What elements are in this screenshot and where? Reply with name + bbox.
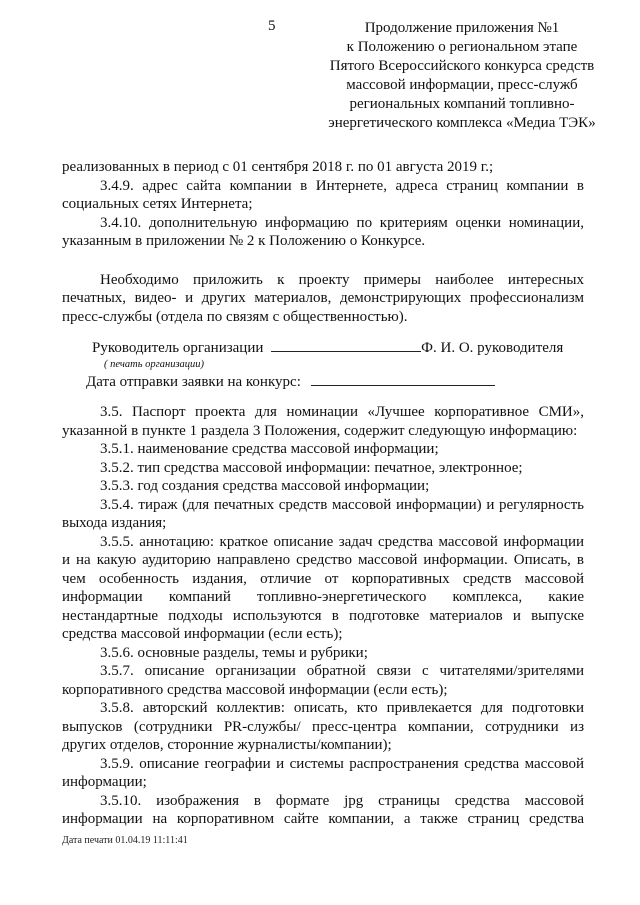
paragraph-3-5-8-cont: других отделов, сторонние журналисты/компании); bbox=[62, 737, 392, 753]
paragraph-3-5-8-cont: выпусков (сотрудники PR-службы/ пресс-центра компании, сотрудники из bbox=[62, 718, 584, 735]
paragraph-3-5-10: 3.5.10. изображения в формате jpg страницы средства массовой bbox=[100, 792, 584, 809]
paragraph-3-5-6: 3.5.6. основные разделы, темы и рубрики; bbox=[100, 644, 368, 661]
appendix-header bbox=[300, 19, 624, 133]
paragraph-3-5-4: 3.5.4. тираж (для печатных средств массовой информации) и регулярность bbox=[100, 496, 584, 513]
header-line: энергетического комплекса «Медиа ТЭК» bbox=[328, 115, 596, 131]
header-line: к Положению о региональном этапе bbox=[346, 39, 578, 55]
paragraph-3-5-3: 3.5.3. год создания средства массовой информации; bbox=[100, 478, 430, 494]
paragraph-3-5-5-cont: и на какую аудиторию направлено средство массовой информации. Описать, в bbox=[62, 552, 584, 568]
attachment-note: Необходимо приложить к проекту примеры наиболее интересных bbox=[100, 271, 584, 288]
signature-line bbox=[62, 338, 584, 358]
paragraph-3-5-8: 3.5.8. авторский коллектив: описать, кто привлекается для подготовки bbox=[100, 700, 584, 716]
print-date: Дата печати 01.04.19 11:11:41 bbox=[62, 835, 188, 846]
paragraph-3-4-10: 3.4.10. дополнительную информацию по критериям оценки номинации, bbox=[100, 214, 584, 231]
paragraph-3-5-2: 3.5.2. тип средства массовой информации: печатное, электронное; bbox=[100, 459, 523, 476]
paragraph-3-4-9-cont: социальных сетях Интернета; bbox=[62, 196, 253, 212]
send-date-label: Дата отправки заявки на конкурс: bbox=[86, 373, 301, 390]
header-line: региональных компаний топливно- bbox=[349, 96, 575, 112]
paragraph-period: реализованных в период с 01 сентября 2018 г. по 01 августа 2019 г.; bbox=[62, 159, 494, 175]
paragraph-3-5-10-cont: информации на корпоративном сайте компании, а также страниц средства bbox=[62, 811, 584, 827]
header-line: Пятого Всероссийского конкурса средств bbox=[329, 58, 595, 74]
paragraph-3-5-9-cont: информации; bbox=[62, 774, 147, 790]
signature-blank bbox=[271, 338, 421, 352]
paragraph-3-5-5: 3.5.5. аннотацию: краткое описание задач средства массовой информации bbox=[100, 533, 584, 550]
document-body bbox=[62, 158, 584, 829]
paragraph-3-5-5-cont: средства массовой информации (если есть); bbox=[62, 626, 343, 642]
paragraph-3-5-7-cont: корпоративного средства массовой информации (если есть); bbox=[62, 681, 448, 698]
attachment-note-cont: печатных, видео- и других материалов, демонстрирующих профессионализм bbox=[62, 290, 584, 306]
send-date-blank bbox=[311, 372, 495, 386]
paragraph-3-5: 3.5. Паспорт проекта для номинации «Лучшее корпоративное СМИ», bbox=[100, 404, 584, 420]
paragraph-3-5-4-cont: выхода издания; bbox=[62, 515, 167, 531]
paragraph-3-4-9: 3.4.9. адрес сайта компании в Интернете, адреса страниц компании в bbox=[100, 177, 584, 194]
paragraph-3-5-7: 3.5.7. описание организации обратной связи с читателями/зрителями bbox=[100, 663, 584, 679]
header-line: массовой информации, пресс-служб bbox=[346, 77, 578, 93]
signature-head-label: Руководитель организации bbox=[92, 340, 264, 356]
page-number: 5 bbox=[268, 18, 276, 34]
paragraph-3-5-1: 3.5.1. наименование средства массовой информации; bbox=[100, 441, 439, 457]
paragraph-3-5-5-cont: чем особенность издания, отличие от корпоративных средств массовой bbox=[62, 570, 584, 587]
attachment-note-cont: пресс-службы (отдела по связям с общественностью). bbox=[62, 308, 408, 325]
stamp-note: ( печать организации) bbox=[104, 358, 205, 370]
paragraph-3-5-5-cont: нестандартные подходы используются в подготовке материалов и выпуске bbox=[62, 607, 584, 624]
paragraph-3-5-9: 3.5.9. описание географии и системы распространения средства массовой bbox=[100, 755, 584, 772]
paragraph-3-4-10-cont: указанным в приложении № 2 к Положению о Конкурсе. bbox=[62, 233, 426, 249]
header-line: Продолжение приложения №1 bbox=[364, 20, 560, 36]
signature-name-label: Ф. И. О. руководителя bbox=[421, 340, 564, 356]
paragraph-3-5-5-cont: информации компаний топливно-энергетического комплекса, какие bbox=[62, 589, 584, 605]
paragraph-3-5-cont: указанной в пункте 1 раздела 3 Положения, содержит следующую информацию: bbox=[62, 422, 578, 439]
send-date-line bbox=[62, 372, 584, 392]
